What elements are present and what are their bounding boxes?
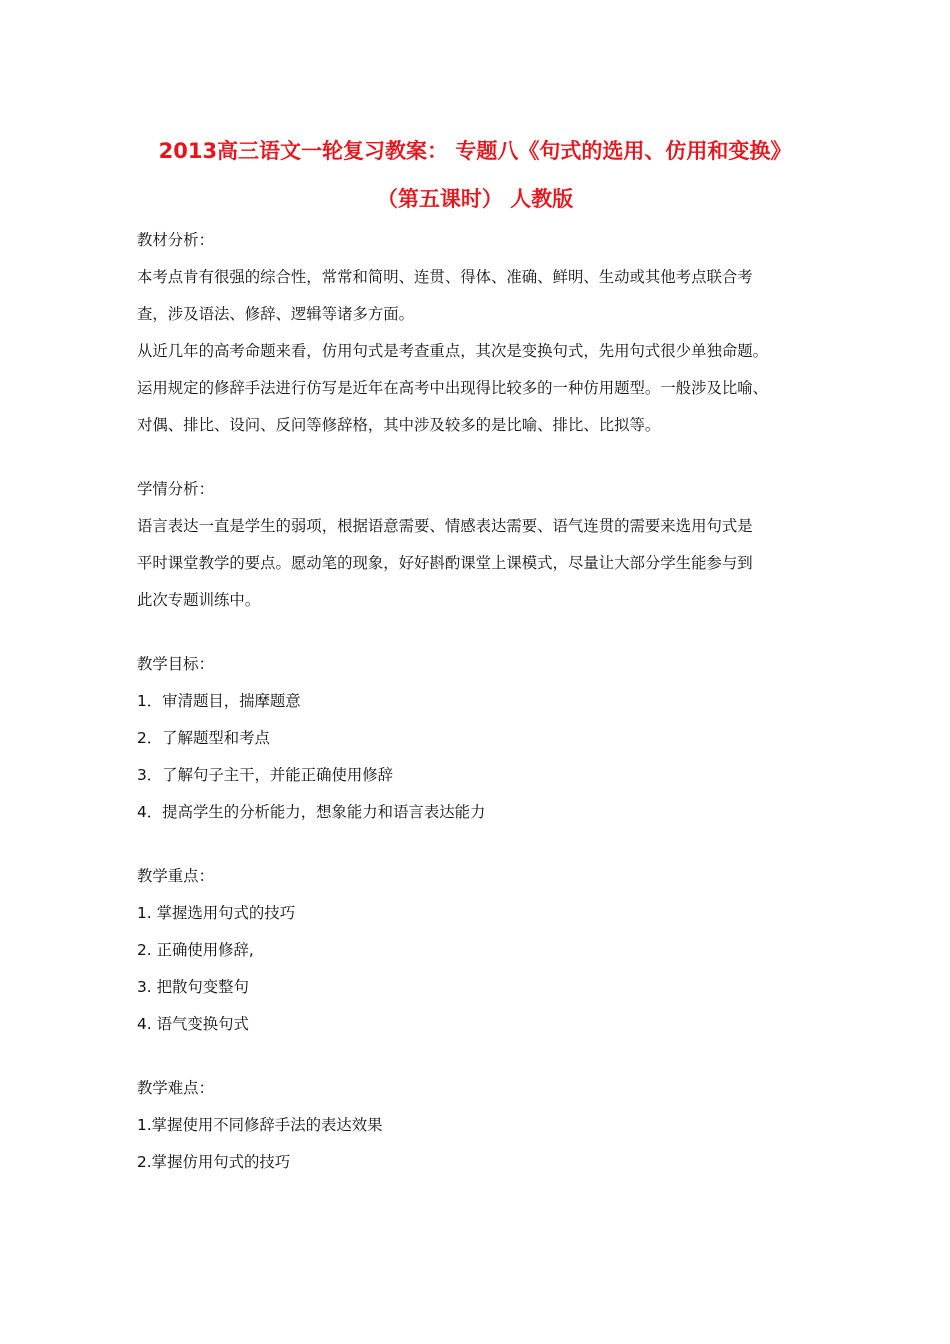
paragraph-line: 从近几年的高考命题来看，仿用句式是考查重点，其次是变换句式，先用句式很少单独命题。 [137, 342, 769, 360]
list-item: 2．了解题型和考点 [137, 729, 270, 747]
document-title-line-2: （第五课时） 人教版 [376, 187, 574, 211]
paragraph-line: 运用规定的修辞手法进行仿写是近年在高考中出现得比较多的一种仿用题型。一般涉及比喻、 [137, 379, 769, 397]
paragraph-line: 语言表达一直是学生的弱项，根据语意需要、情感表达需要、语气连贯的需要来选用句式是 [137, 517, 753, 535]
paragraph-line: 对偶、排比、设问、反问等修辞格，其中涉及较多的是比喻、排比、比拟等。 [137, 416, 661, 434]
list-item: 1．审清题目，揣摩题意 [137, 692, 301, 710]
list-item: 3．了解句子主干，并能正确使用修辞 [137, 766, 394, 784]
section-heading: 教学目标： [137, 655, 214, 673]
section-heading: 教学难点： [137, 1079, 214, 1097]
paragraph-line: 查，涉及语法、修辞、逻辑等诸多方面。 [137, 305, 415, 323]
section-teaching-goals [137, 646, 837, 831]
section-student-analysis [137, 471, 837, 619]
paragraph-line: 本考点肯有很强的综合性，常常和简明、连贯、得体、准确、鲜明、生动或其他考点联合考 [137, 268, 753, 286]
section-heading: 学情分析： [137, 480, 214, 498]
section-spacer [137, 619, 837, 646]
list-item: 4. 语气变换句式 [137, 1015, 249, 1033]
section-spacer [137, 831, 837, 858]
section-heading: 教学重点： [137, 867, 214, 885]
document-title-line-1: 2013高三语文一轮复习教案： 专题八《句式的选用、仿用和变换》 [158, 139, 792, 163]
section-heading: 教材分析： [137, 231, 214, 249]
list-item: 2. 正确使用修辞, [137, 941, 254, 959]
section-key-points [137, 858, 837, 1043]
section-material-analysis [137, 222, 837, 444]
section-spacer [137, 444, 837, 471]
paragraph-line: 平时课堂教学的要点。愿动笔的现象，好好斟酌课堂上课模式，尽量让大部分学生能参与到 [137, 554, 753, 572]
list-item: 1. 掌握选用句式的技巧 [137, 904, 296, 922]
section-spacer [137, 1043, 837, 1070]
list-item: 1.掌握使用不同修辞手法的表达效果 [137, 1116, 383, 1134]
list-item: 4．提高学生的分析能力，想象能力和语言表达能力 [137, 803, 486, 821]
list-item: 3. 把散句变整句 [137, 978, 249, 996]
paragraph-line: 此次专题训练中。 [137, 591, 261, 609]
section-difficulties [137, 1070, 837, 1181]
list-item: 2.掌握仿用句式的技巧 [137, 1153, 291, 1171]
document-body [137, 222, 837, 1181]
